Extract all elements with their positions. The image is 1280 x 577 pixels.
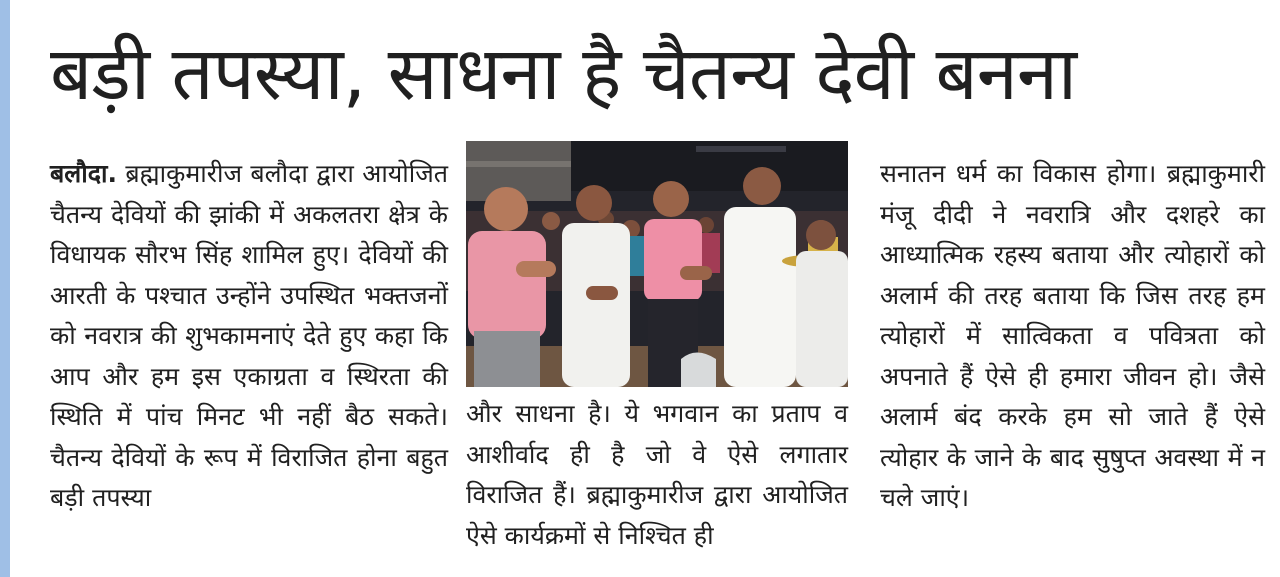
column-1-text: ब्रह्माकुमारीज बलौदा द्वारा आयोजित चैतन्य देवियों की झांकी में अकलतरा क्षेत्र के विधायक सौरभ सिंह शामिल हुए। देवियों की आरती के पश्चात उन्होंने उपस्थित भक्तजनों को नवरात्र की शुभकामनाएं देते हुए कहा कि आप और हम इस एकाग्रता व स्थिरता की स्थिति में पांच मिनट भी नहीं बैठ सकते। चैतन्य देवियों के रूप में विराजित होना बहुत बड़ी तपस्या (50, 159, 448, 512)
news-photo (466, 141, 848, 387)
column-3-text: सनातन धर्म का विकास होगा। ब्रह्माकुमारी मंजू दीदी ने नवरात्रि और दशहरे का आध्यात्मिक रहस्य बताया और त्योहारों को अलार्म की तरह बताया कि जिस तरह हम त्योहारों में सात्विकता व पवित्रता को अपनाते हैं ऐसे ही हमारा जीवन हो। जैसे अलार्म बंद करके हम सो जाते हैं ऐसे त्योहार के जाने के बाद सुषुप्त अवस्था में न चले जाएं। (880, 159, 1265, 512)
column-2-text: और साधना है। ये भगवान का प्रताप व आशीर्वाद ही है जो वे ऐसे लगातार विराजित हैं। ब्रह्माकुमारीज द्वारा आयोजित ऐसे कार्यक्रमों से निश्चित ही (466, 399, 848, 550)
plastic-chair (681, 353, 716, 388)
dateline: बलौदा. (50, 159, 117, 188)
news-photo-illustration (466, 141, 848, 387)
article-column-1 (50, 154, 448, 519)
headline: बड़ी तपस्या, साधना है चैतन्य देवी बनना (50, 31, 1077, 117)
page-margin-rule (0, 0, 10, 577)
column-1-paragraph (50, 154, 448, 519)
article-column-3 (880, 154, 1265, 519)
article-column-2 (466, 394, 848, 556)
